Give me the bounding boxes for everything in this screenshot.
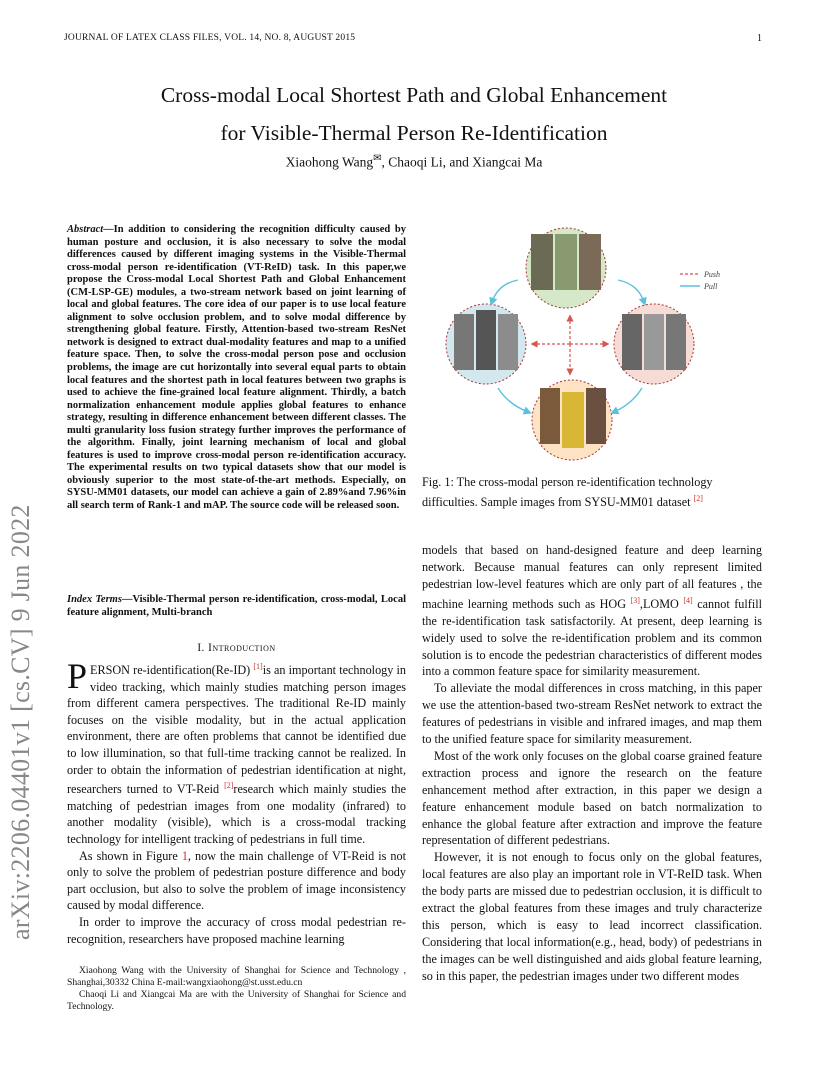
abstract bbox=[67, 224, 406, 513]
index-terms bbox=[67, 594, 406, 620]
author-list bbox=[60, 153, 768, 171]
title-line-1: Cross-modal Local Shortest Path and Global Enhancement bbox=[160, 83, 668, 107]
section-title: Introduction bbox=[208, 642, 276, 654]
footnotes bbox=[67, 965, 406, 1013]
right-paragraph-1 bbox=[422, 542, 762, 680]
intro-text: is an important technology in video tracking, which mainly studies matching person images from different camera perspectives. The traditional Re-ID mainly focuses on the visible modality, but in the actual application environment, there are often problems that cannot be identified due to low illumination, so that full-time tracking cannot be realized. In order to obtain the information of pedestrian identification at night, researchers turned to VT-Reid bbox=[67, 663, 406, 797]
drop-cap: P bbox=[67, 656, 88, 696]
abstract-text: —In addition to considering the recognition difficulty caused by human posture and occlusion, it is also necessary to solve the modal differences caused by different imaging systems in the Visible-Thermal cross-modal person re-identification (VT-ReID) task. In this paper,we propose the Cross-modal Local Shortest Path and Global Enhancement (CM-LSP-GE) modules, a two-stream network based on joint learning of local and global features. The core idea of our paper is to use local feature alignment to solve occlusion problem, and to solve modal difference by strengthening global feature. Firstly, Attention-based two-stream ResNet network is designed to extract dual-modality features and map to a unified feature space. Then, to solve the cross-modal person pose and occlusion problems, the image are cut horizontally into several equal parts to obtain local features and the shortest path in local features between two graphs is used to achieve the fine-grained local feature alignment. Thirdly, a batch normalization enhancement module applies global features to enhance strategy, resulting in difference enhancement between different classes. The multi granularity loss fusion strategy further improves the performance of the algorithm. Finally, joint learning mechanism of local and global features is used to improve cross-modal person re-identification accuracy. The experimental results on two typical datasets show that our model is obviously superior to the most state-of-the-art methods. Especially, on SYSU-MM01 datasets, our model can achieve a gain of 2.89%and 7.96%in all search term of Rank-1 and mAP. The source code will be released soon. bbox=[67, 224, 406, 512]
index-terms-text: —Visible-Thermal person re-identification, cross-modal, Local feature alignment, Multi-branch bbox=[67, 594, 406, 618]
abstract-label: Abstract bbox=[67, 224, 104, 235]
envelope-icon: ✉ bbox=[373, 153, 382, 164]
figure-1-caption bbox=[422, 474, 762, 510]
small-caps-word: ERSON bbox=[90, 663, 130, 678]
citation-link[interactable]: [3] bbox=[630, 595, 640, 605]
footnote-1: Xiaohong Wang with the University of Shanghai for Science and Technology , Shanghai,30332 China E-mail:wangxiaohong@st.usst.edu.cn bbox=[67, 965, 406, 988]
page-number: 1 bbox=[757, 33, 762, 44]
figure-1-diagram bbox=[428, 222, 758, 466]
intro-text: , now the main challenge of VT-Reid is not only to solve the problem of pedestrian posture difference and body part occlusion, but also to solve the problem of image inconsistency caused by modal difference. bbox=[67, 848, 406, 913]
intro-text: re-identification(Re-ID) bbox=[130, 663, 254, 678]
left-column-body bbox=[67, 656, 407, 947]
visible-sample-circle-bottom bbox=[532, 380, 612, 460]
citation-link[interactable]: [4] bbox=[683, 595, 693, 605]
right-paragraph-4: However, it is not enough to focus only on the global features, local features are also play an important role in VT-ReID task. When the body parts are missed due to pedestrian occlusion, it is difficult to extract the global features from these images and truly characterize this person, which is easy to lead incorrect classification. Considering that local information(e.g., head, body) of pedestrians in the images can be well distinguished and aids global feature learning, so in this paper, the pedestrian images under two different modes bbox=[422, 850, 762, 983]
right-paragraph-3: Most of the work only focuses on the global coarse grained feature extraction process and ignore the research on the feature enhancement method after extraction, in this paper we design a feature enhancement module based on batch normalization to enhance the global feature after extraction and improve the feature representation of different pedestrians. bbox=[422, 748, 762, 848]
intro-paragraph-2 bbox=[67, 848, 406, 914]
intro-text: research which mainly studies the matching of pedestrian images from one modality (infrared) to another modality (visible), which is a cross-modal tracking technology for intelligent tracking of pedestrians in full time. bbox=[67, 782, 407, 847]
running-header: JOURNAL OF LATEX CLASS FILES, VOL. 14, NO. 8, AUGUST 2015 bbox=[64, 33, 356, 43]
push-arrows bbox=[534, 318, 606, 372]
footnote-2: Chaoqi Li and Xiangcai Ma are with the University of Shanghai for Science and Technology. bbox=[67, 989, 406, 1012]
caption-text: The cross-modal person re-identification technology difficulties. Sample images from SYSU-MM01 dataset bbox=[422, 475, 713, 509]
index-terms-label: Index Terms bbox=[67, 594, 122, 605]
caption-label: Fig. 1: bbox=[422, 475, 454, 489]
intro-paragraph-3: In order to improve the accuracy of cross modal pedestrian re-recognition, researchers have proposed machine learning bbox=[67, 915, 406, 946]
figure-reference-link[interactable]: 1 bbox=[181, 848, 188, 863]
legend-push: Push bbox=[704, 270, 720, 279]
intro-text: As shown in Figure bbox=[79, 848, 182, 863]
body-text: cannot fulfill the re-identification task satisfactorily. At present, deep learning is widely used to solve the re-identification problem and its common solution is to encode the pedestrian characteristics of different modes into a common feature space for similarity measurement. bbox=[422, 596, 762, 679]
infrared-sample-circle-right bbox=[614, 304, 694, 384]
intro-paragraph-1 bbox=[67, 656, 407, 848]
paper-title bbox=[60, 76, 768, 152]
title-line-2: for Visible-Thermal Person Re-Identification bbox=[220, 121, 608, 145]
right-paragraph-2: To alleviate the modal differences in cross matching, in this paper we use the attention-based two-stream ResNet network to extract the features of pedestrians in visible and infrared images, and map them to the unified feature space for similarity measurement. bbox=[422, 681, 762, 747]
right-column-body bbox=[422, 542, 762, 985]
other-authors: , Chaoqi Li, and Xiangcai Ma bbox=[381, 154, 543, 170]
section-heading bbox=[67, 642, 406, 654]
citation-link[interactable]: [2] bbox=[224, 781, 234, 791]
arxiv-side-label: arXiv:2206.04401v1 [cs.CV] 9 Jun 2022 bbox=[6, 504, 35, 940]
figure-legend bbox=[680, 270, 720, 291]
citation-link[interactable]: [2] bbox=[693, 493, 703, 503]
visible-sample-circle-top bbox=[526, 228, 606, 308]
figure-1 bbox=[428, 222, 758, 466]
legend-pull: Pull bbox=[704, 282, 718, 291]
citation-link[interactable]: [1] bbox=[253, 662, 263, 671]
infrared-sample-circle-left bbox=[446, 304, 526, 384]
body-text: models that based on hand-designed feature and deep learning network. Because manual features can only represent limited pedestrian low-level features which are only part of all features , the machine learning methods such as HOG bbox=[422, 543, 762, 611]
body-text: ,LOMO bbox=[639, 596, 684, 611]
section-number: I. bbox=[197, 642, 205, 654]
first-author: Xiaohong Wang bbox=[285, 154, 374, 170]
